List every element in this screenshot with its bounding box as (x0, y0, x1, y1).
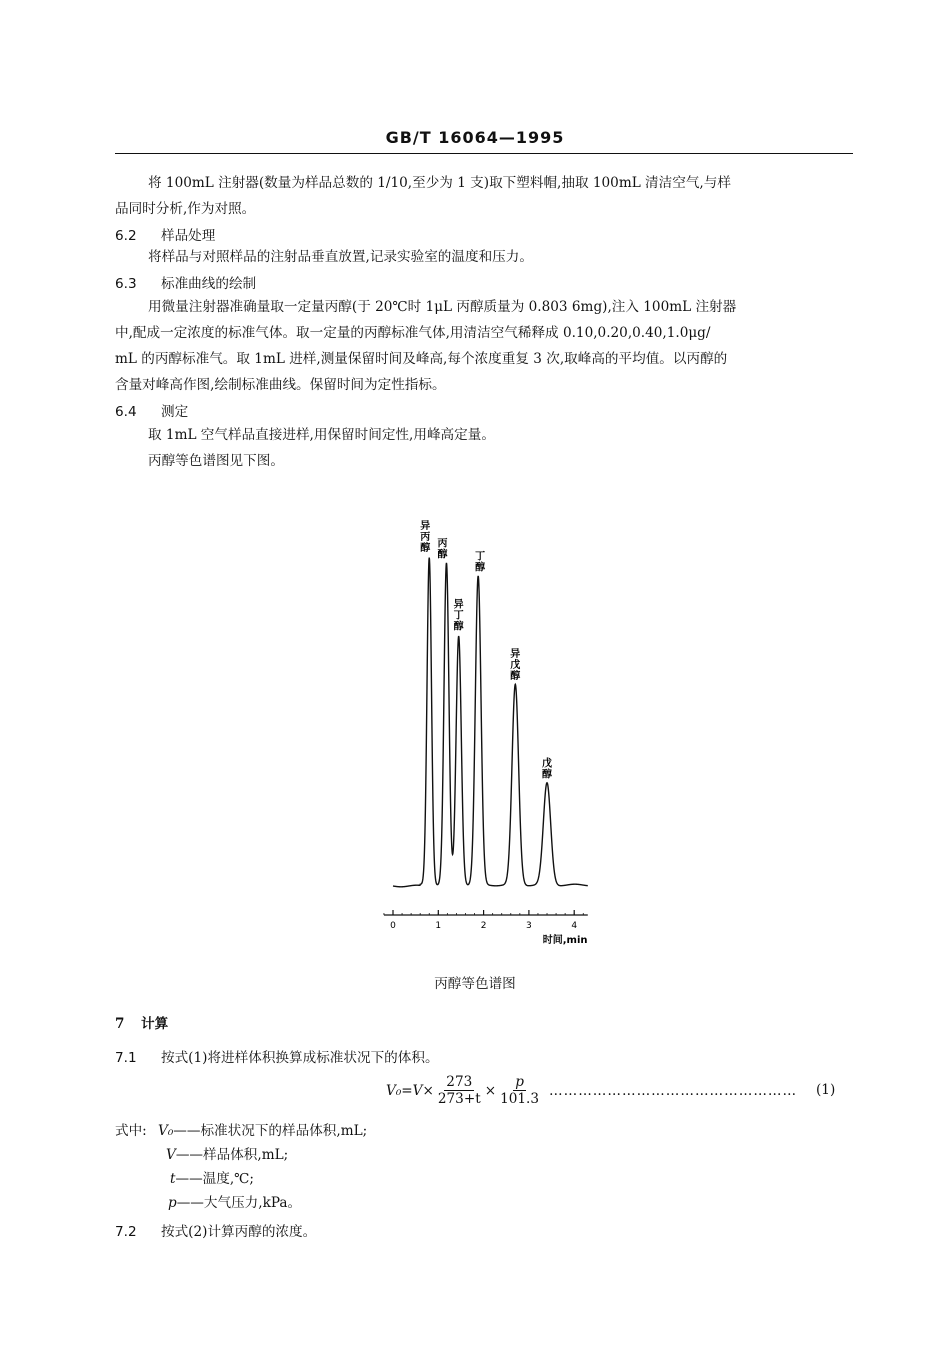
section-6-4-body-2: 丙醇等色谱图见下图。 (148, 453, 284, 469)
formula-1 (386, 1074, 797, 1107)
figure-caption: 丙醇等色谱图 (434, 976, 516, 992)
svg-text:丁醇: 丁醇 (475, 551, 486, 574)
svg-text:异丁醇: 异丁醇 (453, 599, 464, 633)
symbol: V (166, 1147, 176, 1163)
section-7-1 (115, 1046, 439, 1066)
section-number: 7.2 (115, 1224, 137, 1240)
x-tick-label: 4 (571, 921, 578, 931)
section-number: 7.1 (115, 1050, 137, 1066)
section-number: 7 (115, 1016, 125, 1032)
section-6-3-line-1: 用微量注射器准确量取一定量丙醇(于 20℃时 1μL 丙醇质量为 0.803 6mg),注入 100mL 注射器 (148, 299, 737, 315)
fraction-pressure (498, 1074, 541, 1107)
chromatogram-trace (393, 558, 588, 887)
times-sign: × (484, 1082, 497, 1099)
x-tick-label: 1 (435, 921, 442, 931)
symbol: t (170, 1171, 176, 1187)
section-6-2-body: 将样品与对照样品的注射品垂直放置,记录实验室的温度和压力。 (148, 249, 533, 265)
peak-label (542, 756, 552, 780)
svg-text:戊醇: 戊醇 (542, 758, 553, 781)
equation-number: (1) (816, 1082, 836, 1098)
section-6-3-heading (115, 272, 256, 292)
section-7-heading (115, 1012, 168, 1032)
x-tick-label: 2 (480, 921, 487, 931)
fraction-temperature (436, 1074, 483, 1107)
x-tick-label: 0 (390, 921, 396, 931)
standard-number: GB/T 16064—1995 (385, 128, 565, 147)
svg-text:异丙醇: 异丙醇 (420, 521, 431, 554)
section-title: 样品处理 (161, 228, 216, 244)
section-title: 计算 (141, 1016, 169, 1032)
where-item-v0 (158, 1122, 367, 1140)
peak-label (475, 551, 485, 574)
peak-label (420, 519, 430, 554)
intro-line-1: 将 100mL 注射器(数量为样品总数的 1/10,至少为 1 支)取下塑料帽,抽取 100mL 清洁空气,与样 (148, 175, 731, 191)
peak-label (437, 537, 447, 561)
fraction-denominator: 101.3 (500, 1091, 539, 1107)
peak-label (454, 598, 464, 633)
peak-label (510, 647, 520, 682)
x-axis-label: 时间,min (542, 935, 588, 946)
svg-text:丙醇: 丙醇 (437, 538, 448, 561)
x-tick-label: 3 (526, 921, 532, 931)
symbol: p (168, 1195, 177, 1211)
section-6-4-body-1: 取 1mL 空气样品直接进样,用保留时间定性,用峰高定量。 (148, 427, 495, 443)
fraction-numerator: 273 (446, 1074, 473, 1090)
symbol: V₀ (158, 1123, 174, 1139)
section-6-3-line-4: 含量对峰高作图,绘制标准曲线。保留时间为定性指标。 (115, 377, 446, 393)
formula-lhs: V₀=V× (386, 1082, 434, 1099)
where-item-t (170, 1170, 254, 1188)
section-number: 6.4 (115, 404, 137, 420)
description: ——标准状况下的样品体积,mL; (173, 1123, 368, 1139)
section-body: 按式(2)计算丙醇的浓度。 (161, 1224, 317, 1240)
chromatogram-chart (360, 505, 620, 950)
fraction-numerator: p (515, 1074, 524, 1090)
section-6-2-heading (115, 224, 215, 244)
section-6-3-line-3: mL 的丙醇标准气。取 1mL 进样,测量保留时间及峰高,每个浓度重复 3 次,取峰高的平均值。以丙醇的 (115, 351, 728, 367)
section-title: 标准曲线的绘制 (161, 276, 257, 292)
description: ——温度,℃; (175, 1171, 254, 1187)
svg-text:异戊醇: 异戊醇 (510, 648, 521, 682)
section-6-4-heading (115, 400, 188, 420)
fraction-denominator: 273+t (437, 1091, 481, 1107)
where-item-v (166, 1146, 288, 1164)
description: ——大气压力,kPa。 (176, 1195, 302, 1211)
leader-dots: …………………………………………… (549, 1082, 798, 1099)
section-6-3-line-2: 中,配成一定浓度的标准气体。取一定量的丙醇标准气体,用清洁空气稀释成 0.10,0.20,0.40,1.0μg/ (115, 325, 711, 341)
section-body: 按式(1)将进样体积换算成标准状况下的体积。 (161, 1050, 439, 1066)
where-lead: 式中: (115, 1123, 147, 1139)
intro-line-2: 品同时分析,作为对照。 (115, 201, 256, 217)
section-number: 6.3 (115, 276, 137, 292)
where-item-p (168, 1194, 301, 1212)
section-number: 6.2 (115, 228, 137, 244)
description: ——样品体积,mL; (175, 1147, 289, 1163)
section-7-2 (115, 1220, 316, 1240)
header-rule (115, 153, 853, 154)
section-title: 测定 (161, 404, 189, 420)
